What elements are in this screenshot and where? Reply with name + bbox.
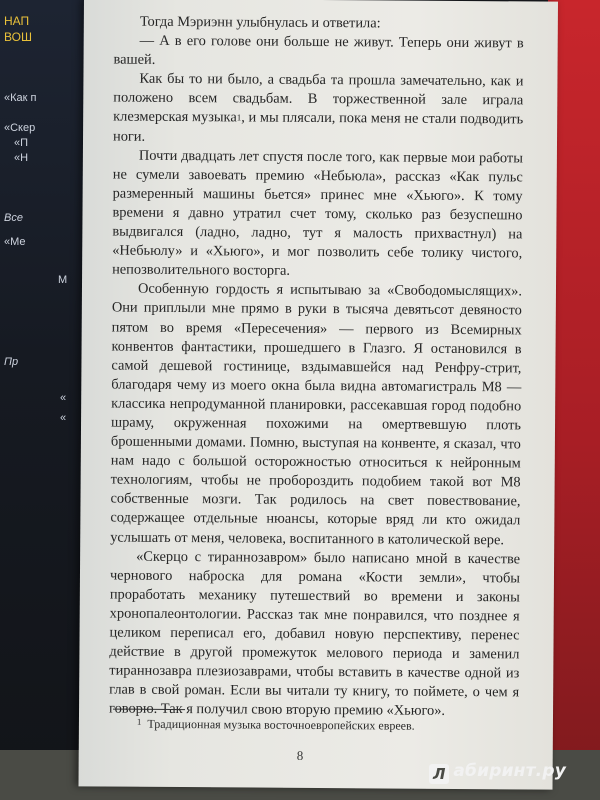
cover-line: М bbox=[58, 274, 68, 286]
cover-line: « bbox=[60, 392, 67, 404]
cover-line: « bbox=[60, 412, 67, 424]
cover-line: «Н bbox=[14, 152, 29, 164]
cover-line: Все bbox=[4, 212, 23, 224]
footnote-marker: 1 bbox=[236, 112, 242, 123]
paragraph bbox=[113, 70, 524, 149]
paragraph: — А в его голове они больше не живут. Теперь они живут в вашей. bbox=[113, 32, 524, 69]
footnote bbox=[137, 717, 415, 734]
footnote-text: Традиционная музыка восточноевропейских евреев. bbox=[147, 716, 415, 733]
cover-line: «Скер bbox=[4, 122, 36, 134]
watermark bbox=[429, 761, 566, 784]
paragraph: Особенную гордость я испытываю за «Свободомыслящих». Они приплыли мне прямо в руки в тысяча девятьсот девяносто пятом во время «Пересечения» — первого из Всемирных конвентов фантастики, прошедшего в Глазго. Я остановился в самой дешевой гостинице, вздымавшейся над Ренфру-стрит, благодаря чему из моего окна была видна автомагистраль М8 — классика непродуманной планировки, рассекавшая город подобно шраму, окруженная похожими на омертвевшую плоть брошенными домами. Помню, выступая на конвенте, я сказал, что нам надо с большой осторожностью относиться к нейронным технологиям, чтобы не пробороздить подобием такой вот М8 собственные мозги. Так родилось на свет повествование, содержащее отдельные нюансы, которые вряд ли кто ожидал услышать от меня, человека, воспитанного в католической вере. bbox=[110, 281, 523, 548]
book-cover-edge bbox=[0, 0, 82, 800]
paragraph: Почти двадцать лет спустя после того, как первые мои работы не сумели завоевать премию «Небьюла», рассказ «Как пульс размеренный машины бьется» принес мне «Хьюго». К тому времени я давно утратил счет тому, сколько раз безуспешно выдвигался (ладно, ладно, тут я малость прихвастнул) на «Небьюлу» и «Хьюго», и мог позволить себе толику чистого, непозволительного восторга. bbox=[112, 147, 523, 280]
cover-line: «П bbox=[14, 137, 29, 149]
footnote-number: 1 bbox=[136, 716, 142, 727]
watermark-text: абиринт.ру bbox=[453, 761, 566, 781]
cover-line: НАП bbox=[4, 14, 30, 28]
cover-line: «Ме bbox=[4, 236, 26, 248]
paragraph-text: Как бы то ни было, а свадьба та прошла замечательно, как и положено всем свадьбам. В торжественной зале играла клезмерская музыка bbox=[113, 71, 524, 126]
paragraph: «Скерцо с тираннозавром» было написано мной в качестве чернового наброска для романа «Кости земли», чтобы проработать механику путешествий во времени и законы хронопалеонтологии. Рассказ так мне понравился, что позднее я целиком переписал его, добавил новую перспективу, перенес действие в другой промежуток мелового периода и заменил тираннозавра плезиозаврами, чтобы вставить в качестве одной из глав в свой роман. Если вы читали ту книгу, то поймете, о чем я говорю. Так я получил свою вторую премию «Хьюго». bbox=[108, 548, 521, 720]
cover-line: ВОШ bbox=[4, 30, 32, 44]
page-body-text bbox=[109, 13, 524, 722]
cover-line: Пр bbox=[4, 356, 19, 368]
paragraph: Тогда Мэриэнн улыбнулась и ответила: bbox=[139, 13, 381, 32]
paragraph-text: , и мы плясали, пока меня не стали подводить ноги. bbox=[112, 109, 524, 145]
page-number: 8 bbox=[296, 747, 304, 763]
cover-line: «Как п bbox=[4, 92, 37, 104]
labirint-logo-icon: Л bbox=[429, 764, 449, 784]
book-page bbox=[79, 0, 558, 790]
